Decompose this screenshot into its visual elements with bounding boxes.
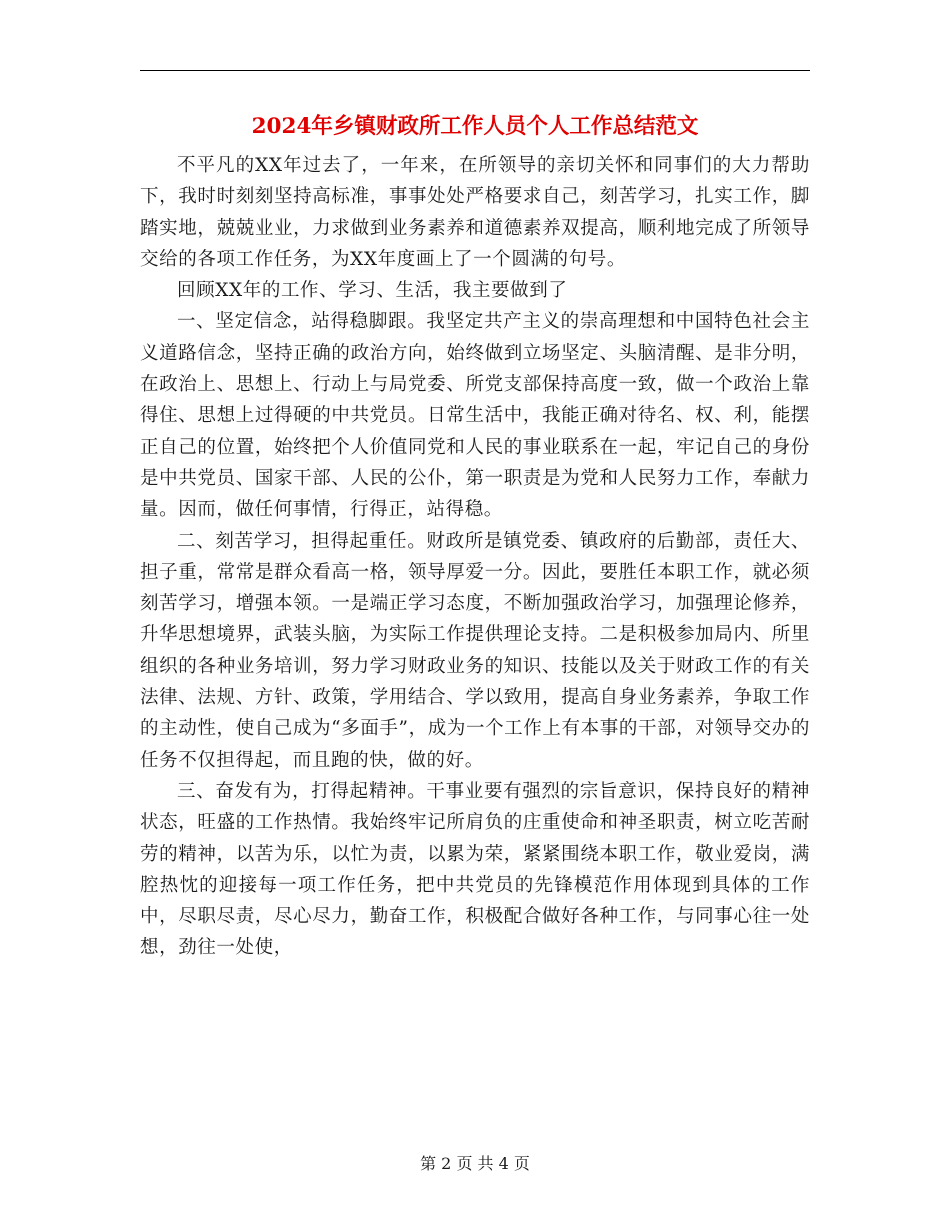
header-rule [140, 70, 810, 71]
page-number: 第 2 页 共 4 页 [420, 1154, 530, 1173]
paragraph-intro: 不平凡的XX年过去了，一年来，在所领导的亲切关怀和同事们的大力帮助下，我时时刻刻坚持高标准，事事处处严格要求自己，刻苦学习，扎实工作，脚踏实地，兢兢业业，力求做到业务素养和道德素养双提高，顺利地完成了所领导交给的各项工作任务，为XX年度画上了一个圆满的句号。 [140, 155, 810, 270]
paragraph-review: 回顾XX年的工作、学习、生活，我主要做到了 [177, 280, 568, 302]
document-body [140, 150, 810, 964]
document-title: 2024年乡镇财政所工作人员个人工作总结范文 [251, 114, 699, 139]
paragraph-section-1: 一、坚定信念，站得稳脚跟。我坚定共产主义的崇高理想和中国特色社会主义道路信念，坚持正确的政治方向，始终做到立场坚定、头脑清醒、是非分明，在政治上、思想上、行动上与局党委、所党支部保持高度一致，做一个政治上靠得住、思想上过得硬的中共党员。日常生活中，我能正确对待名、权、利，能摆正自己的位置，始终把个人价值同党和人民的事业联系在一起，牢记自己的身份是中共党员、国家干部、人民的公仆，第一职责是为党和人民努力工作，奉献力量。因而，做任何事情，行得正，站得稳。 [140, 311, 810, 521]
paragraph-section-3: 三、奋发有为，打得起精神。干事业要有强烈的宗旨意识，保持良好的精神状态，旺盛的工作热情。我始终牢记所肩负的庄重使命和神圣职责，树立吃苦耐劳的精神，以苦为乐，以忙为责，以累为荣，紧紧围绕本职工作，敬业爱岗，满腔热忱的迎接每一项工作任务，把中共党员的先锋模范作用体现到具体的工作中，尽职尽责，尽心尽力，勤奋工作，积极配合做好各种工作，与同事心往一处想，劲往一处使， [140, 780, 810, 959]
paragraph-section-2: 二、刻苦学习，担得起重任。财政所是镇党委、镇政府的后勤部，责任大、担子重，常常是群众看高一格，领导厚爱一分。因此，要胜任本职工作，就必须刻苦学习，增强本领。一是端正学习态度，不断加强政治学习，加强理论修养，升华思想境界，武装头脑，为实际工作提供理论支持。二是积极参加局内、所里组织的各种业务培训，努力学习财政业务的知识、技能以及关于财政工作的有关法律、法规、方针、政策，学用结合、学以致用，提高自身业务素养，争取工作的主动性，使自己成为“多面手”，成为一个工作上有本事的干部，对领导交办的任务不仅担得起，而且跑的快，做的好。 [140, 530, 810, 771]
